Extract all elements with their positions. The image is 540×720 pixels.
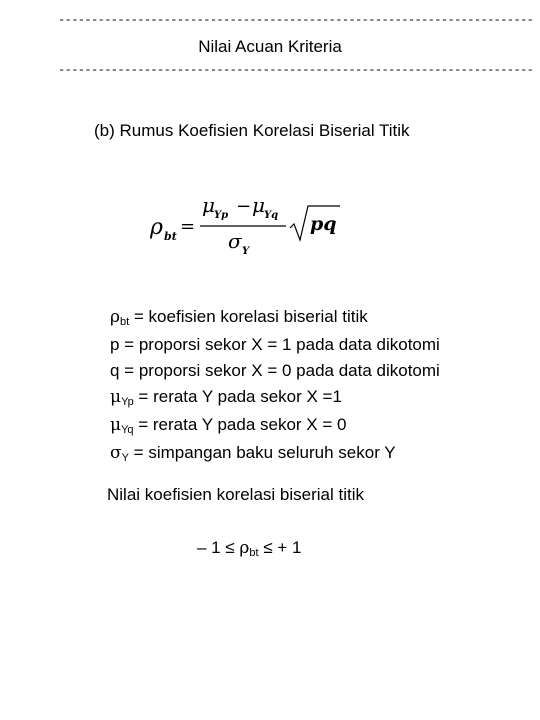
formula-mu-1: μ [202, 193, 215, 217]
top-dashed-rule: ------------------------------------------------------------------------ [58, 13, 534, 27]
definition-row [110, 358, 440, 384]
definition-symbol: μ [110, 415, 122, 435]
definition-row [110, 384, 440, 412]
definition-row [110, 332, 440, 358]
definition-text: p = proporsi sekor X = 1 pada data dikotomi [110, 335, 440, 354]
formula-sigma: σ [228, 229, 242, 253]
definition-row [110, 440, 440, 468]
range-subscript: bt [249, 547, 259, 559]
range-symbol: ρ [239, 538, 250, 558]
range-lower: – 1 ≤ [197, 538, 240, 557]
definition-row [110, 304, 440, 332]
definition-text: q = proporsi sekor X = 0 pada data dikotomi [110, 361, 440, 380]
formula-radicand: pq [310, 213, 337, 235]
definition-row [110, 412, 440, 440]
formula-mu-2: μ [252, 193, 265, 217]
definition-subscript: Yq [121, 424, 134, 436]
definition-symbol: μ [110, 387, 122, 407]
definition-text: = koefisien korelasi biserial titik [129, 307, 368, 326]
formula-sigma-sub: Y [242, 246, 250, 257]
formula-mu-2-sub: Yq [264, 210, 279, 221]
page-title: Nilai Acuan Kriteria [198, 37, 342, 56]
definition-text: = rerata Y pada sekor X =1 [133, 387, 342, 406]
definition-symbol: σ [110, 443, 122, 463]
formula-mu-1-sub: Yp [214, 210, 229, 221]
formula-rho-sub: bt [164, 230, 177, 243]
definition-subscript: bt [120, 316, 130, 328]
section-subtitle: (b) Rumus Koefisien Korelasi Biserial Titik [94, 121, 410, 140]
definition-symbol: ρ [110, 307, 120, 327]
range-label: Nilai koefisien korelasi biserial titik [107, 485, 364, 504]
symbol-definitions [110, 304, 440, 468]
definition-subscript: Yp [121, 396, 134, 408]
formula-rho: ρ [150, 215, 163, 240]
definition-text: = simpangan baku seluruh sekor Y [128, 443, 396, 462]
definition-subscript: Y [121, 452, 129, 464]
range-upper: ≤ + 1 [258, 538, 302, 557]
point-biserial-formula [148, 190, 348, 262]
formula-equals: = [180, 216, 196, 237]
coefficient-range [197, 538, 302, 558]
definition-text: = rerata Y pada sekor X = 0 [133, 415, 347, 434]
bottom-dashed-rule: ------------------------------------------------------------------------ [58, 63, 534, 77]
formula-minus: − [236, 196, 252, 217]
